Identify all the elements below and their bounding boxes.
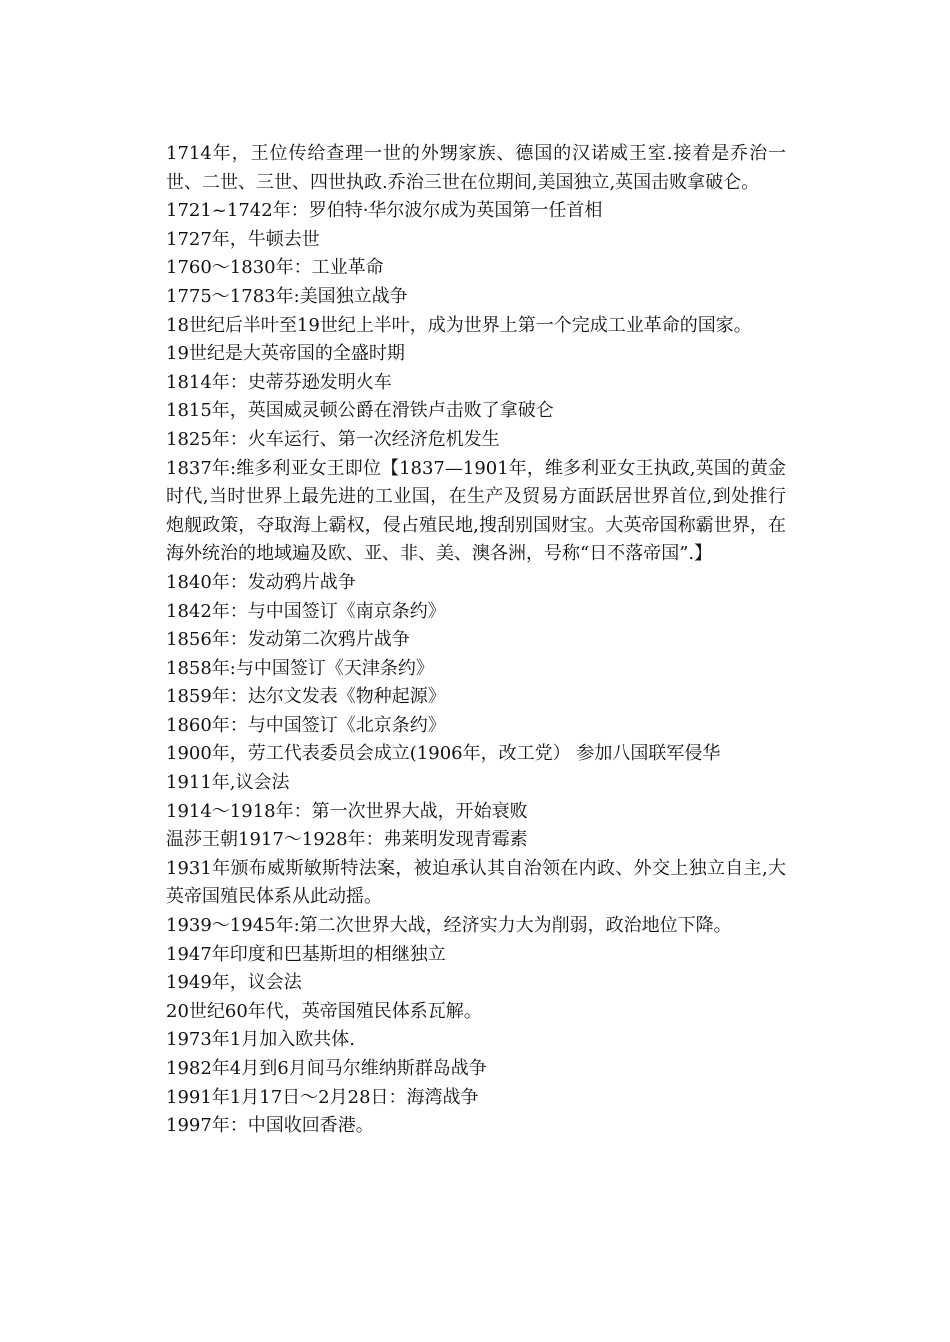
timeline-entry-1825: 1825年：火车运行、第一次经济危机发生 [166,428,500,450]
timeline-entry-1911: 1911年,议会法 [166,772,290,794]
timeline-entry-1856: 1856年：发动第二次鸦片战争 [166,629,410,651]
timeline-entry-1860: 1860年：与中国签订《北京条约》 [166,714,446,736]
timeline-entry-1973: 1973年1月加入欧共体. [166,1029,355,1051]
timeline-entry-1931: 1931年颁布威斯敏斯特法案，被迫承认其自治领在内政、外交上独立自主,大英帝国殖民体系从此动摇。 [166,857,786,908]
timeline-entry-1917: 温莎王朝1917～1928年：弗莱明发现青霉素 [166,829,528,851]
timeline-entry-1714: 1714年，王位传给查理一世的外甥家族、德国的汉诺威王室.接着是乔治一世、二世、三世、四世执政.乔治三世在位期间,美国独立,英国击败拿破仑。 [166,143,786,193]
timeline-entry-1842: 1842年：与中国签订《南京条约》 [166,600,446,622]
timeline-entry-1982: 1982年4月到6月间马尔维纳斯群岛战争 [166,1058,487,1079]
timeline-entry-1775: 1775～1783年:美国独立战争 [166,285,408,307]
timeline-entry-1814: 1814年：史蒂芬逊发明火车 [166,371,392,393]
timeline-entry-1721: 1721~1742年：罗伯特·华尔波尔成为英国第一任首相 [166,200,603,222]
timeline-entry-1960s: 20世纪60年代，英帝国殖民体系瓦解。 [166,1000,482,1022]
timeline-entry-1858: 1858年:与中国签订《天津条约》 [166,657,434,679]
timeline-entry-1727: 1727年，牛顿去世 [166,228,320,250]
timeline-entry-1939: 1939～1945年:第二次世界大战，经济实力大为削弱，政治地位下降。 [166,915,732,937]
timeline-entry-1949: 1949年，议会法 [166,972,302,994]
timeline-entry-1859: 1859年：达尔文发表《物种起源》 [166,686,446,708]
document-body [166,140,786,1141]
timeline-entry-1914: 1914～1918年：第一次世界大战，开始衰败 [166,800,528,822]
timeline-entry-1815: 1815年，英国威灵顿公爵在滑铁卢击败了拿破仑 [166,400,554,422]
timeline-entry-1837: 1837年:维多利亚女王即位【1837—1901年，维多利亚女王执政,英国的黄金时代,当时世界上最先进的工业国，在生产及贸易方面跃居世界首位,到处推行炮舰政策，夺取海上霸权，侵占殖民地,搜刮别国财宝。大英帝国称霸世界，在海外统治的地域遍及欧、亚、非、美、澳各洲，号称“日不落帝国”.】 [166,457,786,565]
timeline-entry-1991: 1991年1月17日～2月28日：海湾战争 [166,1086,479,1108]
timeline-entry-1840: 1840年：发动鸦片战争 [166,571,356,593]
timeline-entry-19th-century: 19世纪是大英帝国的全盛时期 [166,343,405,365]
timeline-entry-1997: 1997年：中国收回香港。 [166,1115,374,1137]
timeline-entry-18th-century: 18世纪后半叶至19世纪上半叶，成为世界上第一个完成工业革命的国家。 [166,314,752,336]
timeline-entry-1947: 1947年印度和巴基斯坦的相继独立 [166,943,446,965]
timeline-entry-1760: 1760～1830年：工业革命 [166,257,384,279]
timeline-entry-1900: 1900年，劳工代表委员会成立(1906年，改工党） 参加八国联军侵华 [166,743,721,765]
